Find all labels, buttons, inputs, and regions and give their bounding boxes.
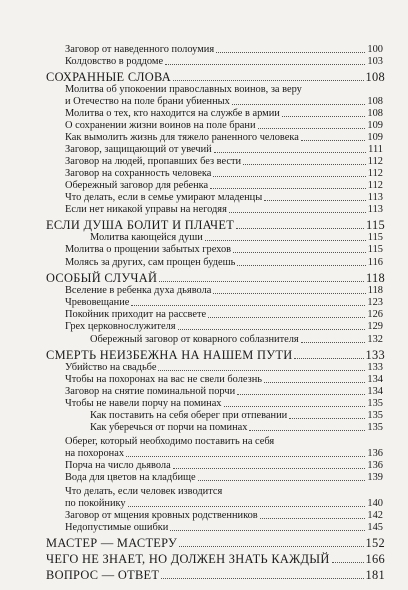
toc-leader-dots [158,370,365,371]
toc-leader-dots [170,530,365,531]
toc-leader-dots [294,358,363,359]
toc-page-number: 126 [367,309,383,320]
toc-page-number: 115 [367,232,383,243]
toc-page-number: 115 [367,244,383,255]
toc-entry [65,109,383,119]
toc-section-heading [46,349,385,361]
toc-entry [65,205,383,215]
toc-entry-title: Молитва об упокоении православных воинов, за веру [65,84,302,95]
toc-entry [65,449,383,459]
toc-entry-title: Порча на число дьявола [65,460,171,471]
toc-entry-title: Убийство на свадьбе [65,362,157,373]
toc-page-number: 108 [365,70,385,84]
toc-entry [65,298,383,308]
toc-leader-dots [173,468,366,469]
toc-section-heading [46,219,385,231]
toc-entry [65,145,383,155]
toc-page-number: 134 [367,374,383,385]
toc-entry [65,473,383,483]
toc-entry-title: Грех церковнослужителя [65,321,176,332]
toc-leader-dots [233,252,366,253]
toc-leader-dots [173,80,363,81]
toc-entry-title: Заговор на людей, пропавших без вести [65,156,242,167]
toc-leader-dots [210,188,366,189]
toc-page-number: 108 [367,108,383,119]
toc-entry-title: ОСОБЫЙ СЛУЧАЙ [46,271,158,285]
toc-entry-title: СОХРАННЫЕ СЛОВА [46,70,172,84]
toc-section-heading [46,553,385,565]
toc-entry-title: по покойнику [65,498,126,509]
toc-page-number: 129 [367,321,383,332]
toc-leader-dots [301,140,366,141]
toc-entry [90,423,383,433]
toc-page-number: 142 [367,510,383,521]
toc-entry-title: Колдовство в роддоме [65,56,164,67]
toc-leader-dots [260,518,366,519]
toc-leader-dots [229,212,366,213]
toc-page-number: 134 [367,386,383,397]
toc-leader-dots [258,128,366,129]
toc-page-number: 113 [367,192,383,203]
toc-section-heading [46,71,385,83]
toc-leader-dots [159,281,364,282]
toc-entry-title: Как вымолить жизнь для тяжело раненного человека [65,132,299,143]
toc-leader-dots [232,104,366,105]
toc-entry-title: Покойник приходит на рассвете [65,309,207,320]
toc-page-number: 115 [365,218,385,232]
toc-leader-dots [224,406,366,407]
toc-leader-dots [131,305,365,306]
toc-page-number: 112 [367,180,383,191]
toc-page-number: 109 [367,120,383,131]
toc-entry [65,286,383,296]
toc-entry [65,499,383,509]
toc-page-number: 136 [367,460,383,471]
toc-leader-dots [214,152,366,153]
toc-leader-dots [289,418,365,419]
toc-page-number: 133 [367,362,383,373]
toc-entry [90,411,383,421]
toc-leader-dots [237,265,365,266]
toc-leader-dots [205,240,366,241]
toc-page-number: 113 [367,204,383,215]
toc-page-number: 135 [367,422,383,433]
toc-page-number: 152 [365,536,385,550]
toc-entry-title: СМЕРТЬ НЕИЗБЕЖНА НА НАШЕМ ПУТИ [46,348,293,362]
toc-entry-title: Обережный заговор от коварного соблазнителя [90,334,299,345]
toc-entry-title: Молитва о прощении забытых грехов [65,244,232,255]
toc-entry [90,233,383,243]
toc-page-number: 116 [367,257,383,268]
toc-section-heading [46,537,385,549]
toc-entry-title: Заговор на сохранность человека [65,168,212,179]
toc-entry-title: Заговор от наведенного полоумия [65,44,215,55]
toc-page-number: 135 [367,398,383,409]
toc-entry-title: на похоронах [65,448,125,459]
toc-leader-dots [198,480,366,481]
toc-entry [65,157,383,167]
toc-page-number: 123 [367,297,383,308]
toc-entry-title: Чревовещание [65,297,130,308]
toc-entry-title: ЕСЛИ ДУША БОЛИТ И ПЛАЧЕТ [46,218,235,232]
toc-entry-title: Как уберечься от порчи на поминах [90,422,248,433]
toc-entry [65,181,383,191]
toc-page-number: 118 [367,285,383,296]
toc-entry [65,133,383,143]
toc-leader-dots [178,329,366,330]
toc-entry [65,461,383,471]
toc-entry [65,45,383,55]
toc-leader-dots [213,176,365,177]
toc-leader-dots [126,456,365,457]
toc-entry-title: Чтобы на похоронах на вас не свели болезнь [65,374,263,385]
toc-entry-title: О сохранении жизни воинов на поле брани [65,120,256,131]
toc-entry [65,258,383,268]
toc-page-number: 111 [368,144,383,155]
toc-section-heading [46,569,385,581]
toc-entry-title: ВОПРОС — ОТВЕТ [46,568,160,582]
toc-leader-dots [264,200,366,201]
toc-entry [65,387,383,397]
toc-entry-title: Вода для цветов на кладбище [65,472,196,483]
toc-entry [65,399,383,409]
toc-entry-title: Молясь за других, сам прощен будешь [65,257,236,268]
toc-entry-title: и Отечество на поле брани убиенных [65,96,230,107]
toc-leader-dots [208,317,365,318]
toc-entry-continued [65,85,302,95]
toc-page-number: 108 [367,96,383,107]
toc-entry-title: Молитва о тех, кто находится на службе в армии [65,108,280,119]
toc-page-number: 112 [367,156,383,167]
toc-leader-dots [282,116,366,117]
toc-page-number: 145 [367,522,383,533]
toc-page-number: 140 [367,498,383,509]
toc-leader-dots [264,382,365,383]
toc-entry-title: Оберег, который необходимо поставить на себя [65,436,275,447]
toc-page-number: 139 [367,472,383,483]
toc-entry [65,57,383,67]
toc-entry-title: Недопустимые ошибки [65,522,169,533]
toc-page-number: 181 [365,568,385,582]
toc-page-number: 103 [367,56,383,67]
toc-page-number: 118 [365,271,385,285]
toc-page-number: 109 [367,132,383,143]
toc-leader-dots [237,394,365,395]
toc-leader-dots [216,52,365,53]
toc-entry [65,245,383,255]
toc-page-number: 133 [365,348,385,362]
toc-leader-dots [332,562,364,563]
toc-leader-dots [128,506,366,507]
toc-leader-dots [161,578,363,579]
toc-entry [65,193,383,203]
toc-leader-dots [165,64,365,65]
toc-entry [65,523,383,533]
toc-entry-title: ЧЕГО НЕ ЗНАЕТ, НО ДОЛЖЕН ЗНАТЬ КАЖДЫЙ [46,552,330,566]
toc-entry-title: Заговор от мщения кровных родственников [65,510,258,521]
toc-page-number: 135 [367,410,383,421]
toc-page-number: 100 [367,44,383,55]
toc-leader-dots [301,342,366,343]
toc-entry-title: Заговор на снятие поминальной порчи [65,386,236,397]
toc-entry [65,375,383,385]
toc-entry-continued [65,437,274,447]
toc-leader-dots [249,430,365,431]
toc-entry [65,363,383,373]
toc-page-number: 132 [367,334,383,345]
toc-leader-dots [243,164,366,165]
toc-entry [65,310,383,320]
toc-entry-title: Вселение в ребенка духа дьявола [65,285,212,296]
toc-leader-dots [236,228,364,229]
toc-entry-title: Молитва кающейся души [90,232,203,243]
toc-entry [65,322,383,332]
toc-entry-title: Заговор, защищающий от увечий [65,144,212,155]
toc-entry [65,511,383,521]
toc-entry [90,335,383,345]
toc-entry-title: Обережный заговор для ребенка [65,180,209,191]
toc-entry-title: Если нет никакой управы на негодяя [65,204,227,215]
toc-entry-title: Что делать, если в семье умирают младенцы [65,192,263,203]
toc-page-number: 136 [367,448,383,459]
toc-entry-title: Чтобы не навели порчу на поминах [65,398,222,409]
toc-page-number: 112 [367,168,383,179]
toc-page-number: 166 [365,552,385,566]
toc-entry-title: Как поставить на себя оберег при отпевании [90,410,288,421]
toc-entry-title: МАСТЕР — МАСТЕРУ [46,536,178,550]
toc-leader-dots [179,546,363,547]
toc-entry-continued [65,487,222,497]
toc-entry [65,121,383,131]
toc-entry [65,97,383,107]
toc-section-heading [46,272,385,284]
toc-entry [65,169,383,179]
toc-leader-dots [213,293,365,294]
toc-entry-title: Что делать, если человек изводится [65,486,223,497]
